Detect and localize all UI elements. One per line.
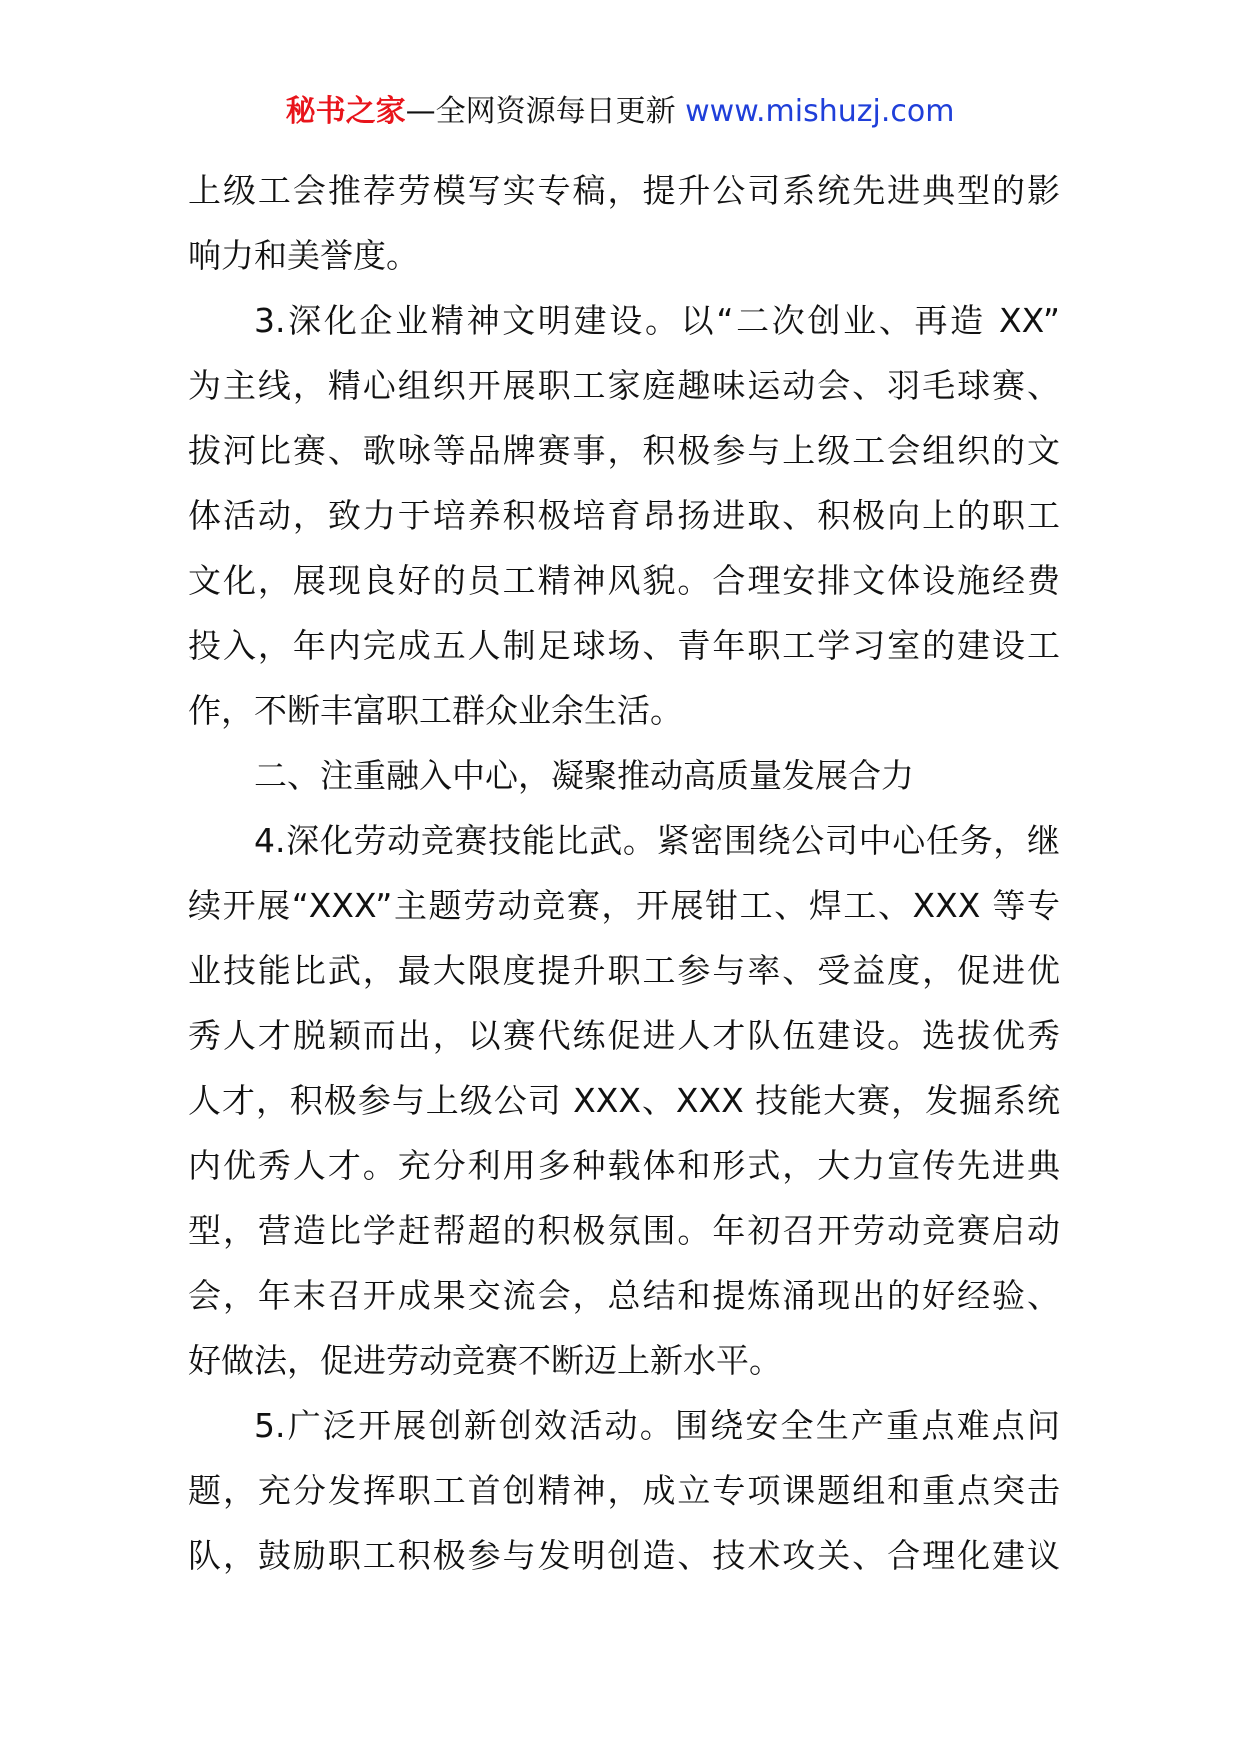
page-header xyxy=(0,92,1240,132)
text-line: 作，不断丰富职工群众业余生活。 xyxy=(188,691,683,730)
text-line: 队，鼓励职工积极参与发明创造、技术攻关、合理化建议 xyxy=(188,1536,1060,1575)
header-tagline: —全网资源每日更新 xyxy=(405,94,676,129)
text-line: 上级工会推荐劳模写实专稿，提升公司系统先进典型的影 xyxy=(188,171,1060,210)
text-line: 文化，展现良好的员工精神风貌。合理安排文体设施经费 xyxy=(188,561,1060,600)
text-line: 人才，积极参与上级公司 XXX、XXX 技能大赛，发掘系统 xyxy=(188,1081,1060,1120)
text-line: 续开展“XXX”主题劳动竞赛，开展钳工、焊工、XXX 等专 xyxy=(188,886,1060,925)
text-line: 秀人才脱颖而出，以赛代练促进人才队伍建设。选拔优秀 xyxy=(188,1016,1060,1055)
text-line: 型，营造比学赶帮超的积极氛围。年初召开劳动竞赛启动 xyxy=(188,1211,1060,1250)
text-line: 体活动，致力于培养积极培育昂扬进取、积极向上的职工 xyxy=(188,496,1060,535)
text-line: 为主线，精心组织开展职工家庭趣味运动会、羽毛球赛、 xyxy=(188,366,1060,405)
text-line: 4.深化劳动竞赛技能比武。紧密围绕公司中心任务，继 xyxy=(254,821,1060,860)
text-line: 好做法，促进劳动竞赛不断迈上新水平。 xyxy=(188,1341,782,1380)
text-line: 拔河比赛、歌咏等品牌赛事，积极参与上级工会组织的文 xyxy=(188,431,1060,470)
text-line: 会，年末召开成果交流会，总结和提炼涌现出的好经验、 xyxy=(188,1276,1060,1315)
text-line: 投入，年内完成五人制足球场、青年职工学习室的建设工 xyxy=(188,626,1060,665)
text-line: 业技能比武，最大限度提升职工参与率、受益度，促进优 xyxy=(188,951,1060,990)
document-body xyxy=(188,158,1060,1588)
website-link[interactable]: www.mishuzj.com xyxy=(685,94,955,129)
text-line: 内优秀人才。充分利用多种载体和形式，大力宣传先进典 xyxy=(188,1146,1060,1185)
text-line: 3.深化企业精神文明建设。以“二次创业、再造 XX” xyxy=(254,301,1060,340)
text-line: 5.广泛开展创新创效活动。围绕安全生产重点难点问 xyxy=(254,1406,1060,1445)
brand-name: 秘书之家 xyxy=(285,94,406,129)
text-line: 题，充分发挥职工首创精神，成立专项课题组和重点突击 xyxy=(188,1471,1060,1510)
text-line: 二、注重融入中心，凝聚推动高质量发展合力 xyxy=(254,756,914,795)
text-line: 响力和美誉度。 xyxy=(188,236,419,275)
